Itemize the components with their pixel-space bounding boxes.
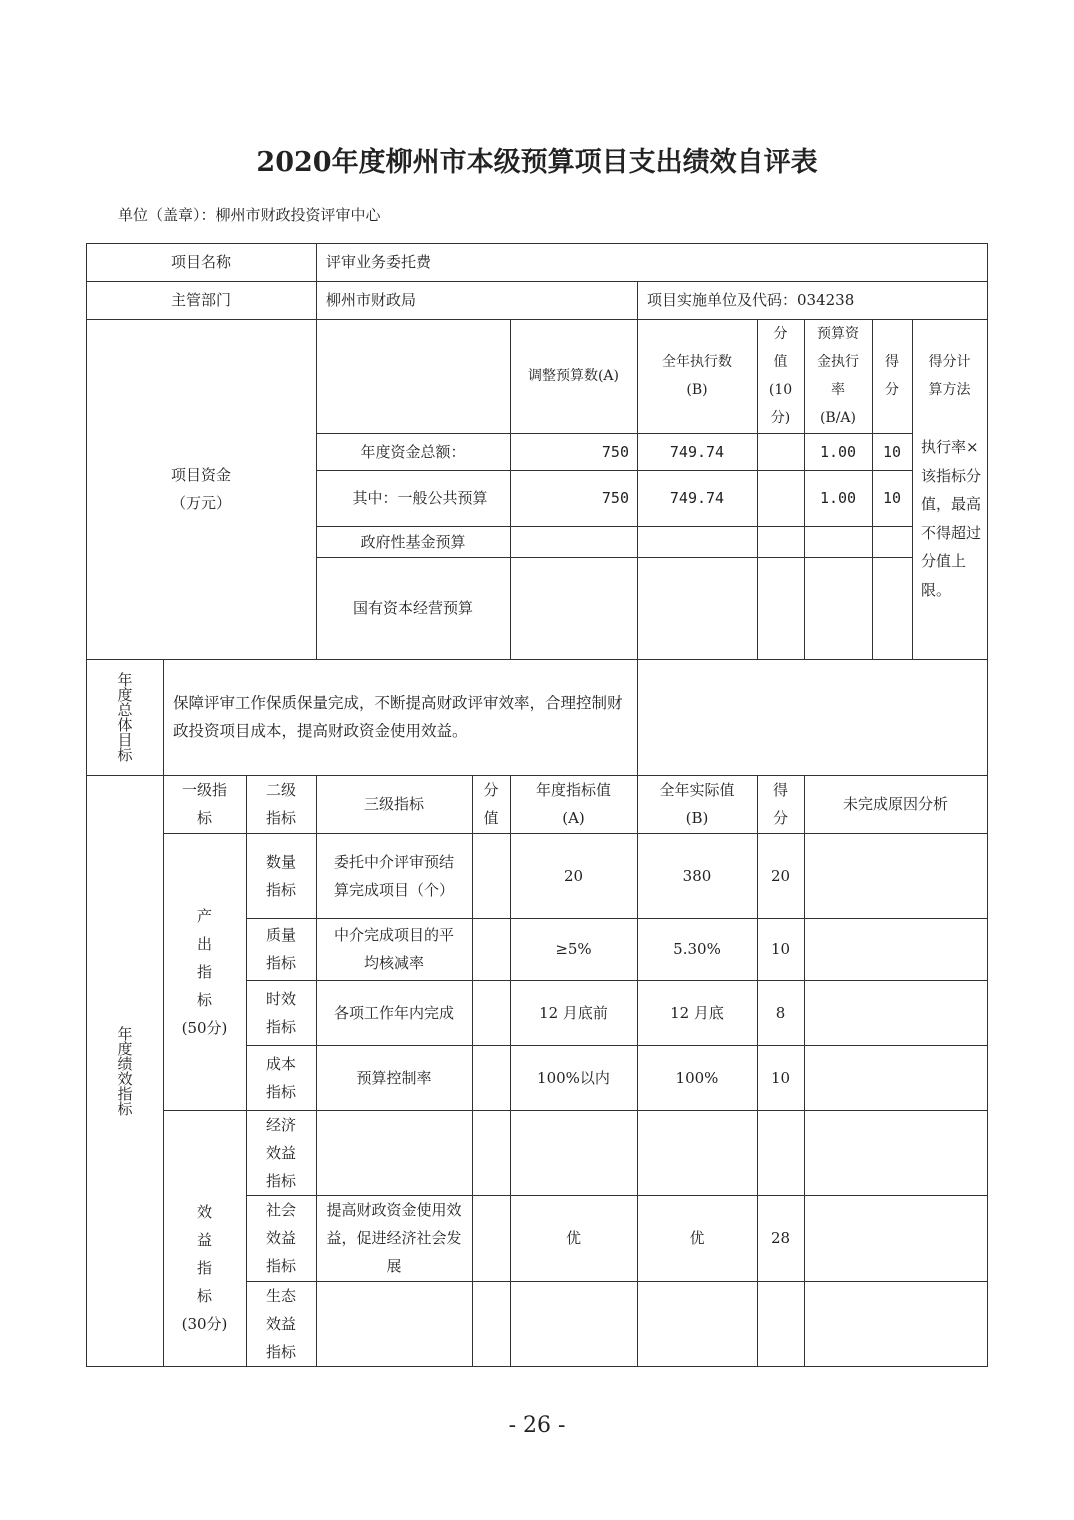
row-divider xyxy=(246,1281,988,1282)
header-target-l2: (A) xyxy=(562,809,585,827)
header-score-l2: 分 xyxy=(885,382,899,398)
funds-row-label: 其中：一般公共预算 xyxy=(352,489,488,507)
funds-label xyxy=(86,319,316,659)
funds-row-label: 政府性基金预算 xyxy=(360,532,466,551)
funds-row-executed: 749.74 xyxy=(669,442,725,461)
header-method-l1: 得分计 xyxy=(928,354,971,370)
header-exec-rate-l3: 率 xyxy=(831,382,845,398)
funds-label-line2: （万元） xyxy=(170,494,231,512)
header-method-l2: 算方法 xyxy=(928,382,971,398)
project-name-label: 项目名称 xyxy=(170,253,231,271)
header-score-value-l2: 值 xyxy=(773,354,788,370)
header-score-l1: 得 xyxy=(885,354,899,370)
actual-cell: 5.30% xyxy=(673,940,721,958)
score-cell: 10 xyxy=(770,940,791,958)
level3-cell: 委托中介评审预结算完成项目（个） xyxy=(333,852,454,899)
table-border-right xyxy=(987,243,988,1367)
actual-cell: 优 xyxy=(689,1229,705,1247)
score-cell: 10 xyxy=(770,1068,791,1087)
level3-cell: 中介完成项目的平均核减率 xyxy=(333,926,454,972)
header-executed xyxy=(637,319,757,433)
funds-row-rate: 1.00 xyxy=(819,489,857,507)
group-benefit-label xyxy=(163,1110,246,1366)
funds-row-adjusted: 750 xyxy=(601,442,629,461)
target-cell: 20 xyxy=(563,866,584,885)
level2-cell: 社会效益指标 xyxy=(265,1201,296,1275)
col-divider xyxy=(472,775,473,1367)
funds-row-score: 10 xyxy=(882,442,902,461)
header-level3: 三级指标 xyxy=(363,795,424,813)
header-exec-rate xyxy=(804,319,872,433)
level3-cell: 预算控制率 xyxy=(356,1068,432,1087)
header-exec-rate-l2: 金执行 xyxy=(817,354,859,370)
col-divider xyxy=(637,659,638,775)
level2-cell: 成本指标 xyxy=(265,1054,296,1101)
score-cell: 20 xyxy=(770,866,791,885)
funds-label-line1: 项目资金 xyxy=(170,466,231,484)
score-cell: 8 xyxy=(775,1003,786,1022)
level2-cell: 生态效益指标 xyxy=(265,1286,296,1361)
indicators-label: 年度绩效指标 xyxy=(115,1025,134,1116)
project-name-value: 评审业务委托费 xyxy=(326,253,432,271)
funds-row-rate: 1.00 xyxy=(819,442,857,461)
header-score-value-l3: (10 xyxy=(768,382,793,398)
header-exec-rate-l4: (B/A) xyxy=(819,410,857,426)
header-level1: 一级指标 xyxy=(181,781,227,827)
header-reason: 未完成原因分析 xyxy=(842,795,948,813)
goal-label: 年度总体目标 xyxy=(115,672,134,762)
target-cell: ≥5% xyxy=(555,940,592,958)
dept-label: 主管部门 xyxy=(170,291,231,309)
funds-row-score: 10 xyxy=(882,489,902,507)
funds-row-label: 国有资本经营预算 xyxy=(352,599,473,617)
header-score-value-l4: 分) xyxy=(770,410,791,426)
target-cell: 优 xyxy=(565,1229,581,1247)
group-output-label xyxy=(163,833,246,1110)
header-actual-l2: (B) xyxy=(685,809,709,827)
actual-cell: 380 xyxy=(682,866,712,885)
header-adjusted-budget: 调整预算数(A) xyxy=(527,368,620,384)
target-cell: 12 月底前 xyxy=(539,1003,608,1022)
score-method-text: 执行率×该指标分值，最高不得超过分值上限。 xyxy=(921,438,982,599)
level3-cell: 提高财政资金使用效益，促进经济社会发展 xyxy=(326,1201,462,1275)
level2-cell: 质量指标 xyxy=(265,926,296,972)
header-method xyxy=(912,319,987,433)
header-weight: 分值 xyxy=(483,781,499,827)
group-output-points: (50分) xyxy=(181,1018,228,1037)
header-target-l1: 年度指标值 xyxy=(535,781,611,799)
group-output-name: 产出指标 xyxy=(196,906,212,1009)
page-number: - 26 - xyxy=(508,1413,566,1438)
header-actual xyxy=(637,775,757,833)
header-exec-rate-l1: 预算资 xyxy=(817,326,859,342)
header-executed-line2: (B) xyxy=(686,382,708,398)
header-score xyxy=(872,319,912,433)
level2-cell: 经济效益指标 xyxy=(265,1115,296,1190)
score-cell: 28 xyxy=(770,1229,791,1247)
document-title: 2020年度柳州市本级预算项目支出绩效自评表 xyxy=(256,147,818,178)
level2-cell: 时效指标 xyxy=(265,989,296,1036)
level2-cell: 数量指标 xyxy=(265,852,296,899)
header-actual-l1: 全年实际值 xyxy=(659,781,735,799)
target-cell: 100%以内 xyxy=(537,1068,610,1087)
funds-row-adjusted: 750 xyxy=(601,489,629,507)
header-level2: 二级指标 xyxy=(265,781,296,827)
level3-cell: 各项工作年内完成 xyxy=(333,1003,454,1022)
col-divider xyxy=(804,775,805,1367)
header-score: 得分 xyxy=(772,781,788,827)
group-benefit-name: 效益指标 xyxy=(196,1203,212,1305)
header-target xyxy=(510,775,637,833)
header-executed-line1: 全年执行数 xyxy=(662,354,732,370)
group-benefit-points: (30分) xyxy=(181,1315,228,1333)
header-score-value-l1: 分 xyxy=(773,326,788,342)
goal-text: 保障评审工作保质保量完成，不断提高财政评审效率，合理控制财政投资项目成本，提高财政资金使用效益。 xyxy=(173,694,623,740)
funds-row-executed: 749.74 xyxy=(669,489,725,507)
header-score-value xyxy=(757,319,804,433)
actual-cell: 100% xyxy=(675,1068,719,1087)
funds-row-label: 年度资金总额： xyxy=(360,442,466,461)
actual-cell: 12 月底 xyxy=(670,1003,724,1022)
impl-unit-code: 项目实施单位及代码：034238 xyxy=(647,291,855,309)
table-border-bottom xyxy=(86,1366,988,1367)
dept-value: 柳州市财政局 xyxy=(326,291,417,309)
unit-line: 单位（盖章）：柳州市财政投资评审中心 xyxy=(118,206,381,224)
